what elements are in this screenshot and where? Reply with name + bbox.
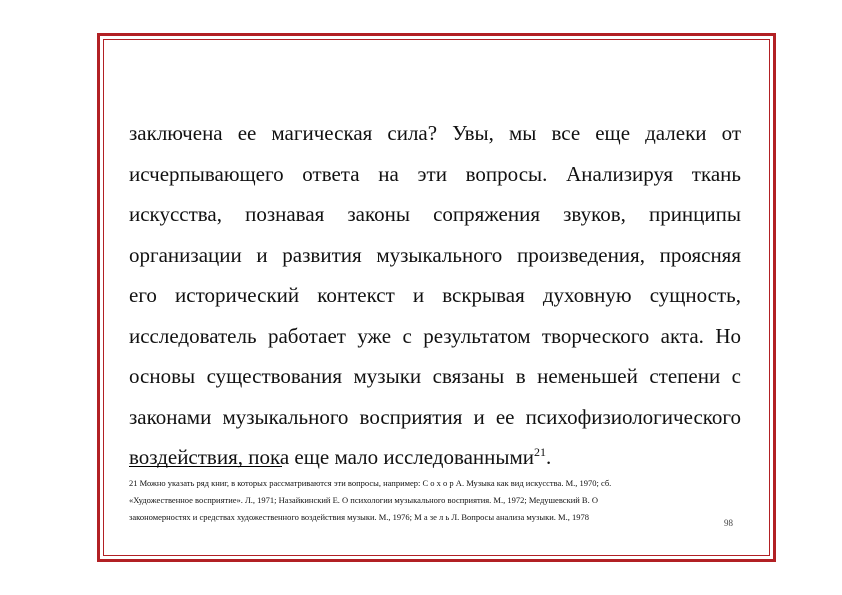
- body-line: законами музыкального восприятия и ее психофизиологического: [129, 404, 741, 429]
- footnote-line: «Художественное восприятие». Л., 1971; Назайкинский Е. О психологии музыкального восприятия. М., 1972; Медушевский В. О: [129, 495, 598, 505]
- page-number: 98: [724, 518, 733, 528]
- body-text: [129, 113, 741, 478]
- body-line: исчерпывающего ответа на эти вопросы. Анализируя ткань: [129, 161, 741, 186]
- body-line: исследователь работает уже с результатом творческого акта. Но: [129, 323, 741, 348]
- footnote-reference[interactable]: 21: [534, 445, 547, 459]
- footnote-rule: [129, 466, 282, 467]
- body-line: заключена ее магическая сила? Увы, мы все еще далеки от: [129, 121, 741, 145]
- sentence-end: .: [546, 445, 552, 469]
- body-line-text: воздействия, пока еще мало исследованными: [129, 445, 535, 469]
- body-line: организации и развития музыкального произведения, проясняя: [129, 242, 741, 267]
- body-line: основы существования музыки связаны в неменьшей степени с: [129, 364, 741, 388]
- body-line: искусства, познавая законы сопряжения звуков, принципы: [129, 202, 741, 226]
- body-line: его исторический контекст и вскрывая духовную сущность,: [129, 283, 741, 307]
- footnote: [129, 475, 741, 526]
- footnote-line: закономерностях и средствах художественного воздействия музыки. М., 1976; М а зе л ь Л. Вопросы анализа музыки. М., 1978: [129, 512, 589, 522]
- footnote-line: 21 Можно указать ряд книг, в которых рассматриваются эти вопросы, например: С о х о р А. Музыка как вид искусства. М., 1970; сб.: [129, 478, 612, 488]
- body-line-last: [129, 437, 741, 478]
